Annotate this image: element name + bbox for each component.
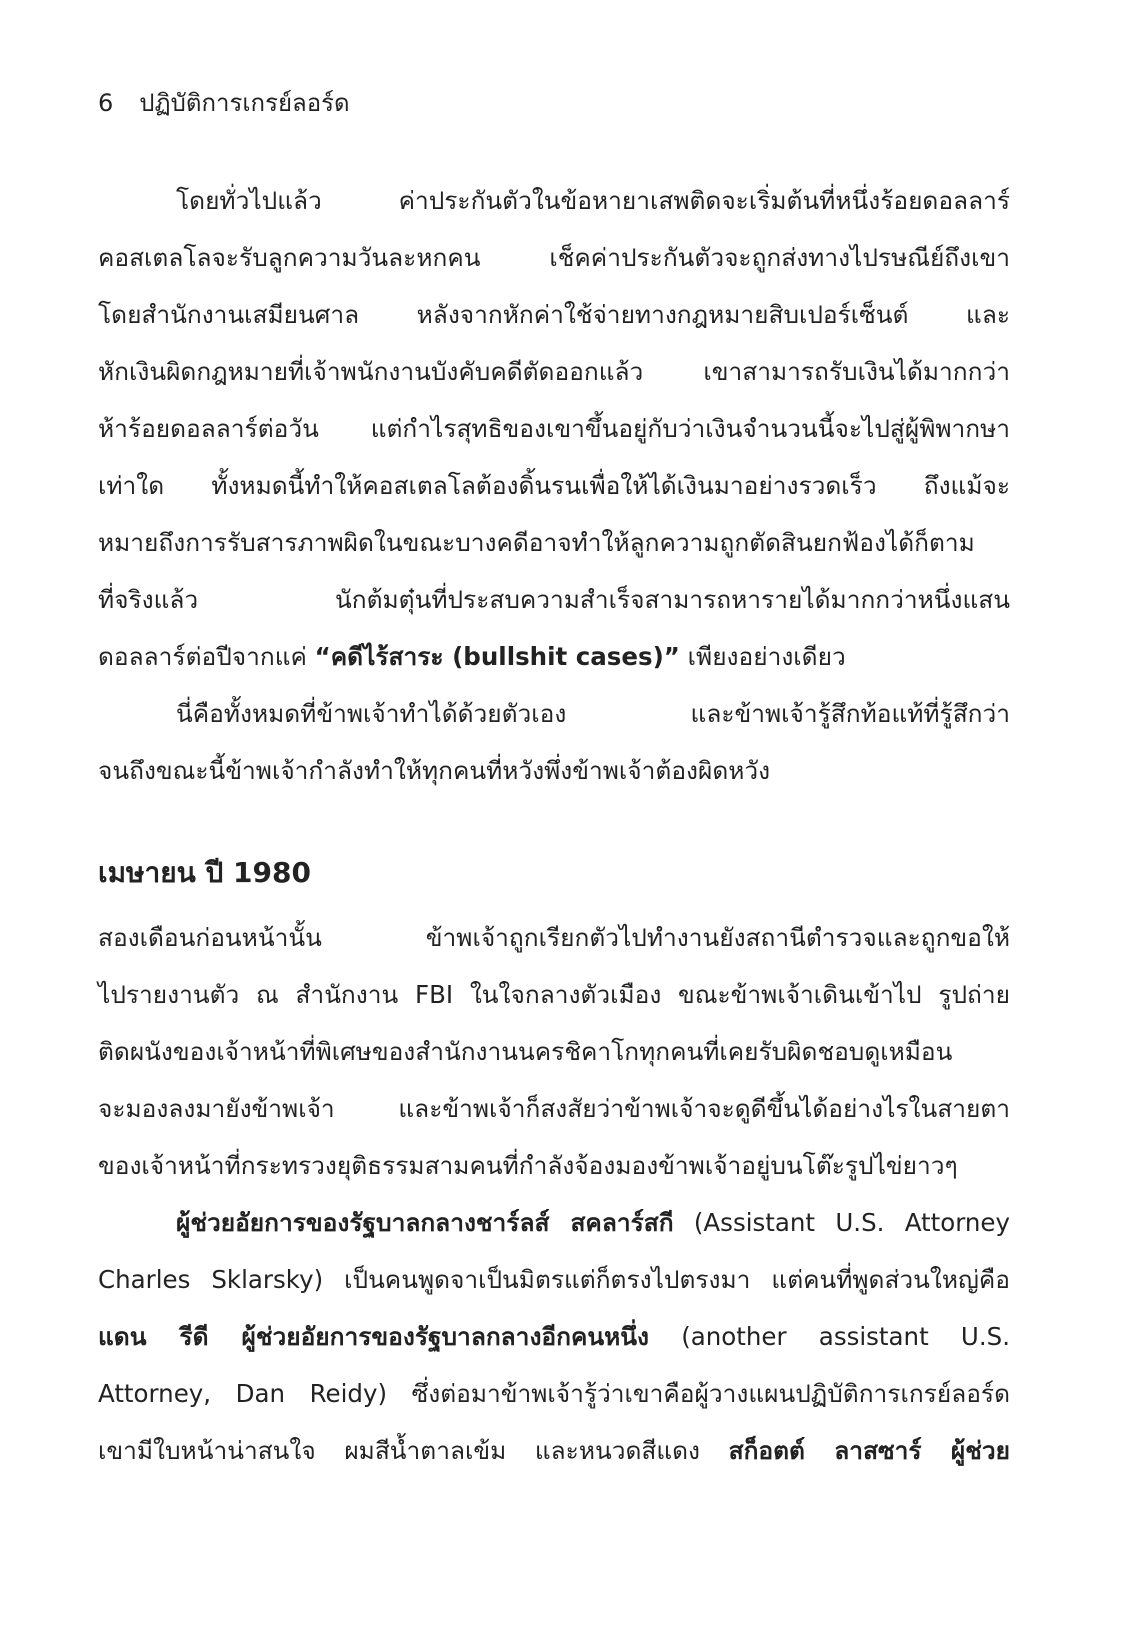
text-span: เขามีใบหน้าน่าสนใจ ผมสีน้ำตาลเข้ม และหนวดสีแดง [98,1436,729,1465]
bold-name: สก็อตต์ ลาสซาร์ ผู้ช่วย [728,1436,1011,1465]
bold-name: ผู้ช่วยอัยการของรัฐบาลกลางชาร์ลส์ สคลาร์สกี [176,1208,674,1237]
text-span: (another assistant U.S. [648,1322,1010,1351]
text-line [98,628,1010,685]
text-line [98,1194,1010,1251]
paragraph-bail [98,172,1010,685]
section-heading: เมษายน ปี 1980 [98,856,311,889]
text-line: ห้าร้อยดอลลาร์ต่อวัน แต่กำไรสุทธิของเขาขึ้นอยู่กับว่าเงินจำนวนนี้จะไปสู่ผู้พิพากษา [98,414,1010,443]
text-line: ที่จริงแล้ว นักต้มตุ๋นที่ประสบความสำเร็จสามารถหารายได้มากกว่าหนึ่งแสน [98,585,1010,614]
bold-term: “คดีไร้สาระ (bullshit cases)” [314,642,680,671]
text-line: ไปรายงานตัว ณ สำนักงาน FBI ในใจกลางตัวเมือง ขณะข้าพเจ้าเดินเข้าไป รูปถ่าย [98,980,1010,1009]
text-line: โดยสำนักงานเสมียนศาล หลังจากหักค่าใช้จ่ายทางกฎหมายสิบเปอร์เซ็นต์ และ [98,300,1010,329]
page-number: 6 [98,89,114,117]
text-line: ติดผนังของเจ้าหน้าที่พิเศษของสำนักงานนครชิคาโกทุกคนที่เคยรับผิดชอบดูเหมือน [98,1037,953,1066]
text-line [98,1422,1010,1479]
text-line: ของเจ้าหน้าที่กระทรวงยุติธรรมสามคนที่กำลังจ้องมองข้าพเจ้าอยู่บนโต๊ะรูปไข่ยาวๆ [98,1151,958,1180]
text-line: จะมองลงมายังข้าพเจ้า และข้าพเจ้าก็สงสัยว่าข้าพเจ้าจะดูดีขึ้นได้อย่างไรในสายตา [98,1094,1010,1123]
text-line [98,1308,1010,1365]
text-span: (Assistant U.S. Attorney [673,1208,1010,1237]
text-line: จนถึงขณะนี้ข้าพเจ้ากำลังทำให้ทุกคนที่หวังพึ่งข้าพเจ้าต้องผิดหวัง [98,756,771,785]
text-line: Attorney, Dan Reidy) ซึ่งต่อมาข้าพเจ้ารู้ว่าเขาคือผู้วางแผนปฏิบัติการเกรย์ลอร์ด [98,1379,1010,1408]
text-line: นี่คือทั้งหมดที่ข้าพเจ้าทำได้ด้วยตัวเอง และข้าพเจ้ารู้สึกท้อแท้ที่รู้สึกว่า [176,699,1010,728]
text-line: หักเงินผิดกฎหมายที่เจ้าพนักงานบังคับคดีตัดออกแล้ว เขาสามารถรับเงินได้มากกว่า [98,357,1010,386]
text-line: สองเดือนก่อนหน้านั้น ข้าพเจ้าถูกเรียกตัวไปทำงานยังสถานีตำรวจและถูกขอให้ [98,923,1010,952]
text-line: โดยทั่วไปแล้ว ค่าประกันตัวในข้อหายาเสพติดจะเริ่มต้นที่หนึ่งร้อยดอลลาร์ [176,186,1010,215]
text-line: Charles Sklarsky) เป็นคนพูดจาเป็นมิตรแต่ก็ตรงไปตรงมา แต่คนที่พูดส่วนใหญ่คือ [98,1265,1010,1294]
text-line: คอสเตลโลจะรับลูกความวันละหกคน เช็คค่าประกันตัวจะถูกส่งทางไปรษณีย์ถึงเขา [98,243,1010,272]
paragraph-fbi-office [98,909,1010,1194]
running-header [98,88,350,118]
paragraph-discouraged [98,685,1010,799]
text-span: ดอลลาร์ต่อปีจากแค่ [98,642,315,671]
book-title: ปฏิบัติการเกรย์ลอร์ด [139,89,350,117]
text-span: เพียงอย่างเดียว [679,642,846,671]
paragraph-attorneys [98,1194,1010,1479]
page-body [98,172,1010,1479]
text-line: เท่าใด ทั้งหมดนี้ทำให้คอสเตลโลต้องดิ้นรนเพื่อให้ได้เงินมาอย่างรวดเร็ว ถึงแม้จะ [98,471,1010,500]
text-line: หมายถึงการรับสารภาพผิดในขณะบางคดีอาจทำให้ลูกความถูกตัดสินยกฟ้องได้ก็ตาม [98,528,975,557]
bold-name: แดน รีดี ผู้ช่วยอัยการของรัฐบาลกลางอีกคนหนึ่ง [98,1322,649,1351]
